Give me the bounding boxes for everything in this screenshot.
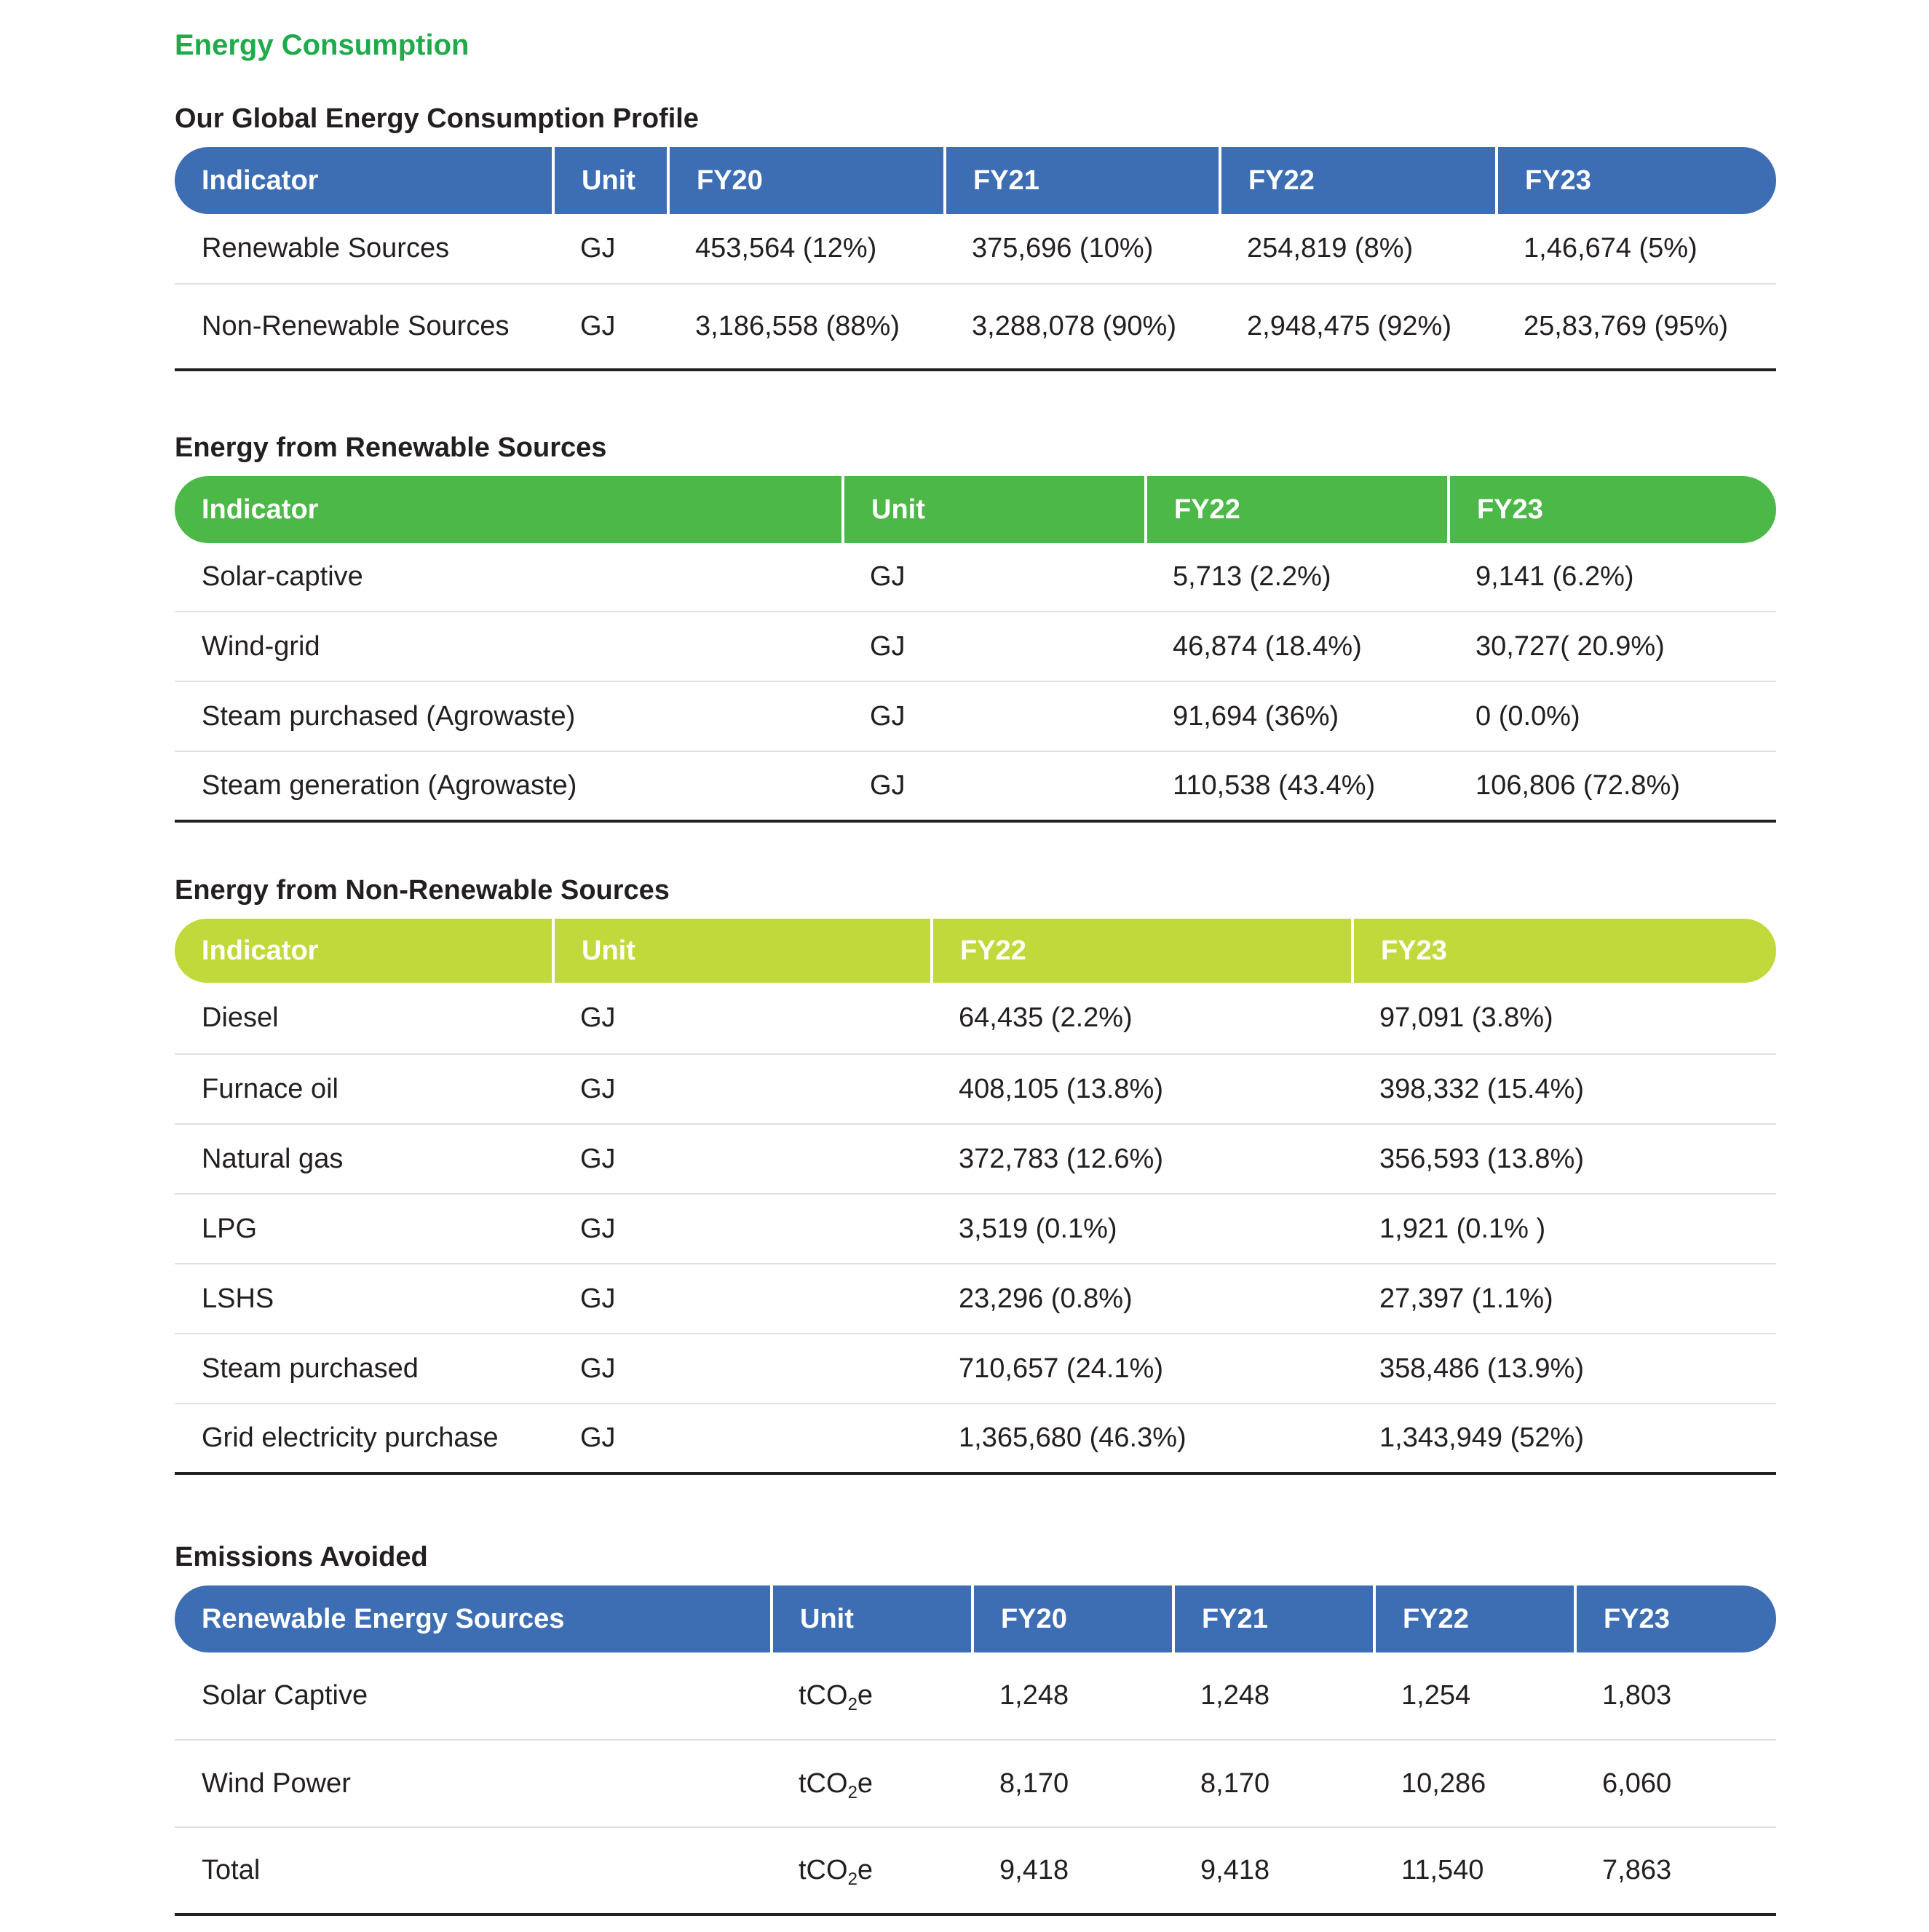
table-cell: Steam generation (Agrowaste) xyxy=(175,751,843,821)
table-cell: 27,397 (1.1%) xyxy=(1352,1264,1776,1334)
table-cell: 97,091 (3.8%) xyxy=(1352,983,1776,1054)
table-header-row xyxy=(175,476,1776,543)
table-cell: 46,874 (18.4%) xyxy=(1146,611,1449,681)
page-title: Energy Consumption xyxy=(175,29,470,61)
table-cell: 1,921 (0.1% ) xyxy=(1352,1194,1776,1264)
table-cell: GJ xyxy=(553,1194,932,1264)
header-cell: Indicator xyxy=(175,919,553,983)
table-cell: 5,713 (2.2%) xyxy=(1146,543,1449,611)
table-cell: 9,418 xyxy=(973,1827,1173,1915)
table-header-row xyxy=(175,147,1776,214)
section-title: Emissions Avoided xyxy=(175,1542,428,1572)
table-cell: 25,83,769 (95%) xyxy=(1497,284,1776,370)
header-cell: FY22 xyxy=(1220,147,1497,214)
unit-cell xyxy=(772,1740,973,1827)
header-cell: FY23 xyxy=(1497,147,1776,214)
header-cell: Unit xyxy=(553,919,932,983)
table-cell: 2,948,475 (92%) xyxy=(1220,284,1497,370)
table-cell: 358,486 (13.9%) xyxy=(1352,1334,1776,1404)
table-row xyxy=(175,284,1776,370)
table-row xyxy=(175,1194,1776,1264)
non-renewable-table xyxy=(175,919,1776,1475)
table-cell: 8,170 xyxy=(1173,1740,1374,1827)
table-cell: 1,248 xyxy=(1173,1652,1374,1740)
table-cell: Steam purchased (Agrowaste) xyxy=(175,681,843,751)
table-row xyxy=(175,751,1776,821)
table-cell: GJ xyxy=(553,1124,932,1194)
table-cell: 1,46,674 (5%) xyxy=(1497,214,1776,284)
table-cell: GJ xyxy=(553,1334,932,1404)
table-cell: Non-Renewable Sources xyxy=(175,284,553,370)
table-cell: Wind Power xyxy=(175,1740,772,1827)
header-cell: FY20 xyxy=(973,1585,1173,1652)
unit-subscript: 2 xyxy=(847,1695,857,1714)
table-row xyxy=(175,1334,1776,1404)
table-cell: Total xyxy=(175,1827,772,1915)
emissions-section xyxy=(175,1540,1776,1916)
table-cell: 10,286 xyxy=(1374,1740,1575,1827)
table-header-row xyxy=(175,919,1776,983)
table-cell: 1,343,949 (52%) xyxy=(1352,1404,1776,1473)
table-cell: 1,254 xyxy=(1374,1652,1575,1740)
table-cell: Natural gas xyxy=(175,1124,553,1194)
table-cell: 3,519 (0.1%) xyxy=(932,1194,1352,1264)
table-header-row xyxy=(175,1585,1776,1652)
table-cell: LPG xyxy=(175,1194,553,1264)
unit-suffix: e xyxy=(857,1680,874,1711)
global-profile-section xyxy=(175,102,1776,371)
table-row xyxy=(175,1124,1776,1194)
table-row xyxy=(175,214,1776,284)
header-cell: Renewable Energy Sources xyxy=(175,1585,772,1652)
table-row xyxy=(175,1264,1776,1334)
header-cell: FY23 xyxy=(1449,476,1776,543)
table-cell: 110,538 (43.4%) xyxy=(1146,751,1449,821)
header-cell: Unit xyxy=(772,1585,973,1652)
table-cell: 106,806 (72.8%) xyxy=(1449,751,1776,821)
header-cell: FY22 xyxy=(1374,1585,1575,1652)
table-cell: 23,296 (0.8%) xyxy=(932,1264,1352,1334)
table-cell: 0 (0.0%) xyxy=(1449,681,1776,751)
table-cell: 64,435 (2.2%) xyxy=(932,983,1352,1054)
unit-subscript: 2 xyxy=(847,1869,857,1889)
table-cell: LSHS xyxy=(175,1264,553,1334)
table-row xyxy=(175,1404,1776,1473)
table-cell: 710,657 (24.1%) xyxy=(932,1334,1352,1404)
header-cell: Indicator xyxy=(175,147,553,214)
unit-subscript: 2 xyxy=(847,1782,857,1802)
table-cell: GJ xyxy=(553,284,668,370)
table-cell: Diesel xyxy=(175,983,553,1054)
unit-prefix: tCO xyxy=(799,1680,848,1711)
table-cell: Furnace oil xyxy=(175,1054,553,1124)
table-cell: 372,783 (12.6%) xyxy=(932,1124,1352,1194)
non-renewable-section xyxy=(175,874,1776,1475)
table-cell: Renewable Sources xyxy=(175,214,553,284)
unit-suffix: e xyxy=(857,1855,874,1885)
table-cell: 11,540 xyxy=(1374,1827,1575,1915)
table-cell: 453,564 (12%) xyxy=(668,214,945,284)
header-cell: FY20 xyxy=(668,147,945,214)
unit-suffix: e xyxy=(857,1767,874,1799)
table-cell: 375,696 (10%) xyxy=(945,214,1220,284)
table-cell: GJ xyxy=(553,1054,932,1124)
header-cell: FY22 xyxy=(1146,476,1449,543)
table-cell: 8,170 xyxy=(973,1740,1173,1827)
renewable-table xyxy=(175,476,1776,823)
table-cell: 3,288,078 (90%) xyxy=(945,284,1220,370)
table-cell: 1,803 xyxy=(1575,1652,1776,1740)
table-cell: 9,418 xyxy=(1173,1827,1374,1915)
table-cell: Solar Captive xyxy=(175,1652,772,1740)
table-cell: 91,694 (36%) xyxy=(1146,681,1449,751)
table-cell: 356,593 (13.8%) xyxy=(1352,1124,1776,1194)
table-cell: Solar-captive xyxy=(175,543,843,611)
table-row xyxy=(175,543,1776,611)
table-cell: GJ xyxy=(843,681,1146,751)
global-profile-table xyxy=(175,147,1776,371)
unit-cell xyxy=(772,1652,973,1740)
table-cell: 1,248 xyxy=(973,1652,1173,1740)
table-row xyxy=(175,1740,1776,1827)
unit-prefix: tCO xyxy=(799,1767,848,1799)
header-cell: Indicator xyxy=(175,476,843,543)
header-cell: Unit xyxy=(843,476,1146,543)
section-title: Energy from Renewable Sources xyxy=(175,432,607,463)
table-cell: GJ xyxy=(553,1404,932,1473)
section-title: Energy from Non-Renewable Sources xyxy=(175,875,670,906)
table-cell: GJ xyxy=(843,751,1146,821)
table-cell: GJ xyxy=(843,611,1146,681)
table-cell: GJ xyxy=(553,214,668,284)
table-cell: GJ xyxy=(843,543,1146,611)
table-cell: 398,332 (15.4%) xyxy=(1352,1054,1776,1124)
unit-cell xyxy=(772,1827,973,1915)
unit-prefix: tCO xyxy=(799,1855,848,1885)
header-cell: FY23 xyxy=(1352,919,1776,983)
table-cell: GJ xyxy=(553,983,932,1054)
header-cell: FY23 xyxy=(1575,1585,1776,1652)
table-cell: 408,105 (13.8%) xyxy=(932,1054,1352,1124)
table-cell: 3,186,558 (88%) xyxy=(668,284,945,370)
table-row xyxy=(175,611,1776,681)
section-title: Our Global Energy Consumption Profile xyxy=(175,103,699,134)
table-row xyxy=(175,681,1776,751)
table-cell: Grid electricity purchase xyxy=(175,1404,553,1473)
table-cell: 1,365,680 (46.3%) xyxy=(932,1404,1352,1473)
table-cell: 9,141 (6.2%) xyxy=(1449,543,1776,611)
emissions-table xyxy=(175,1585,1776,1916)
table-cell: GJ xyxy=(553,1264,932,1334)
table-cell: Steam purchased xyxy=(175,1334,553,1404)
header-cell: Unit xyxy=(553,147,668,214)
table-row xyxy=(175,1054,1776,1124)
table-cell: 30,727( 20.9%) xyxy=(1449,611,1776,681)
table-cell: 7,863 xyxy=(1575,1827,1776,1915)
table-cell: Wind-grid xyxy=(175,611,843,681)
renewable-section xyxy=(175,431,1776,823)
table-cell: 254,819 (8%) xyxy=(1220,214,1497,284)
header-cell: FY22 xyxy=(932,919,1352,983)
header-cell: FY21 xyxy=(1173,1585,1374,1652)
table-row xyxy=(175,983,1776,1054)
table-cell: 6,060 xyxy=(1575,1740,1776,1827)
table-row xyxy=(175,1652,1776,1740)
header-cell: FY21 xyxy=(945,147,1220,214)
table-row xyxy=(175,1827,1776,1915)
